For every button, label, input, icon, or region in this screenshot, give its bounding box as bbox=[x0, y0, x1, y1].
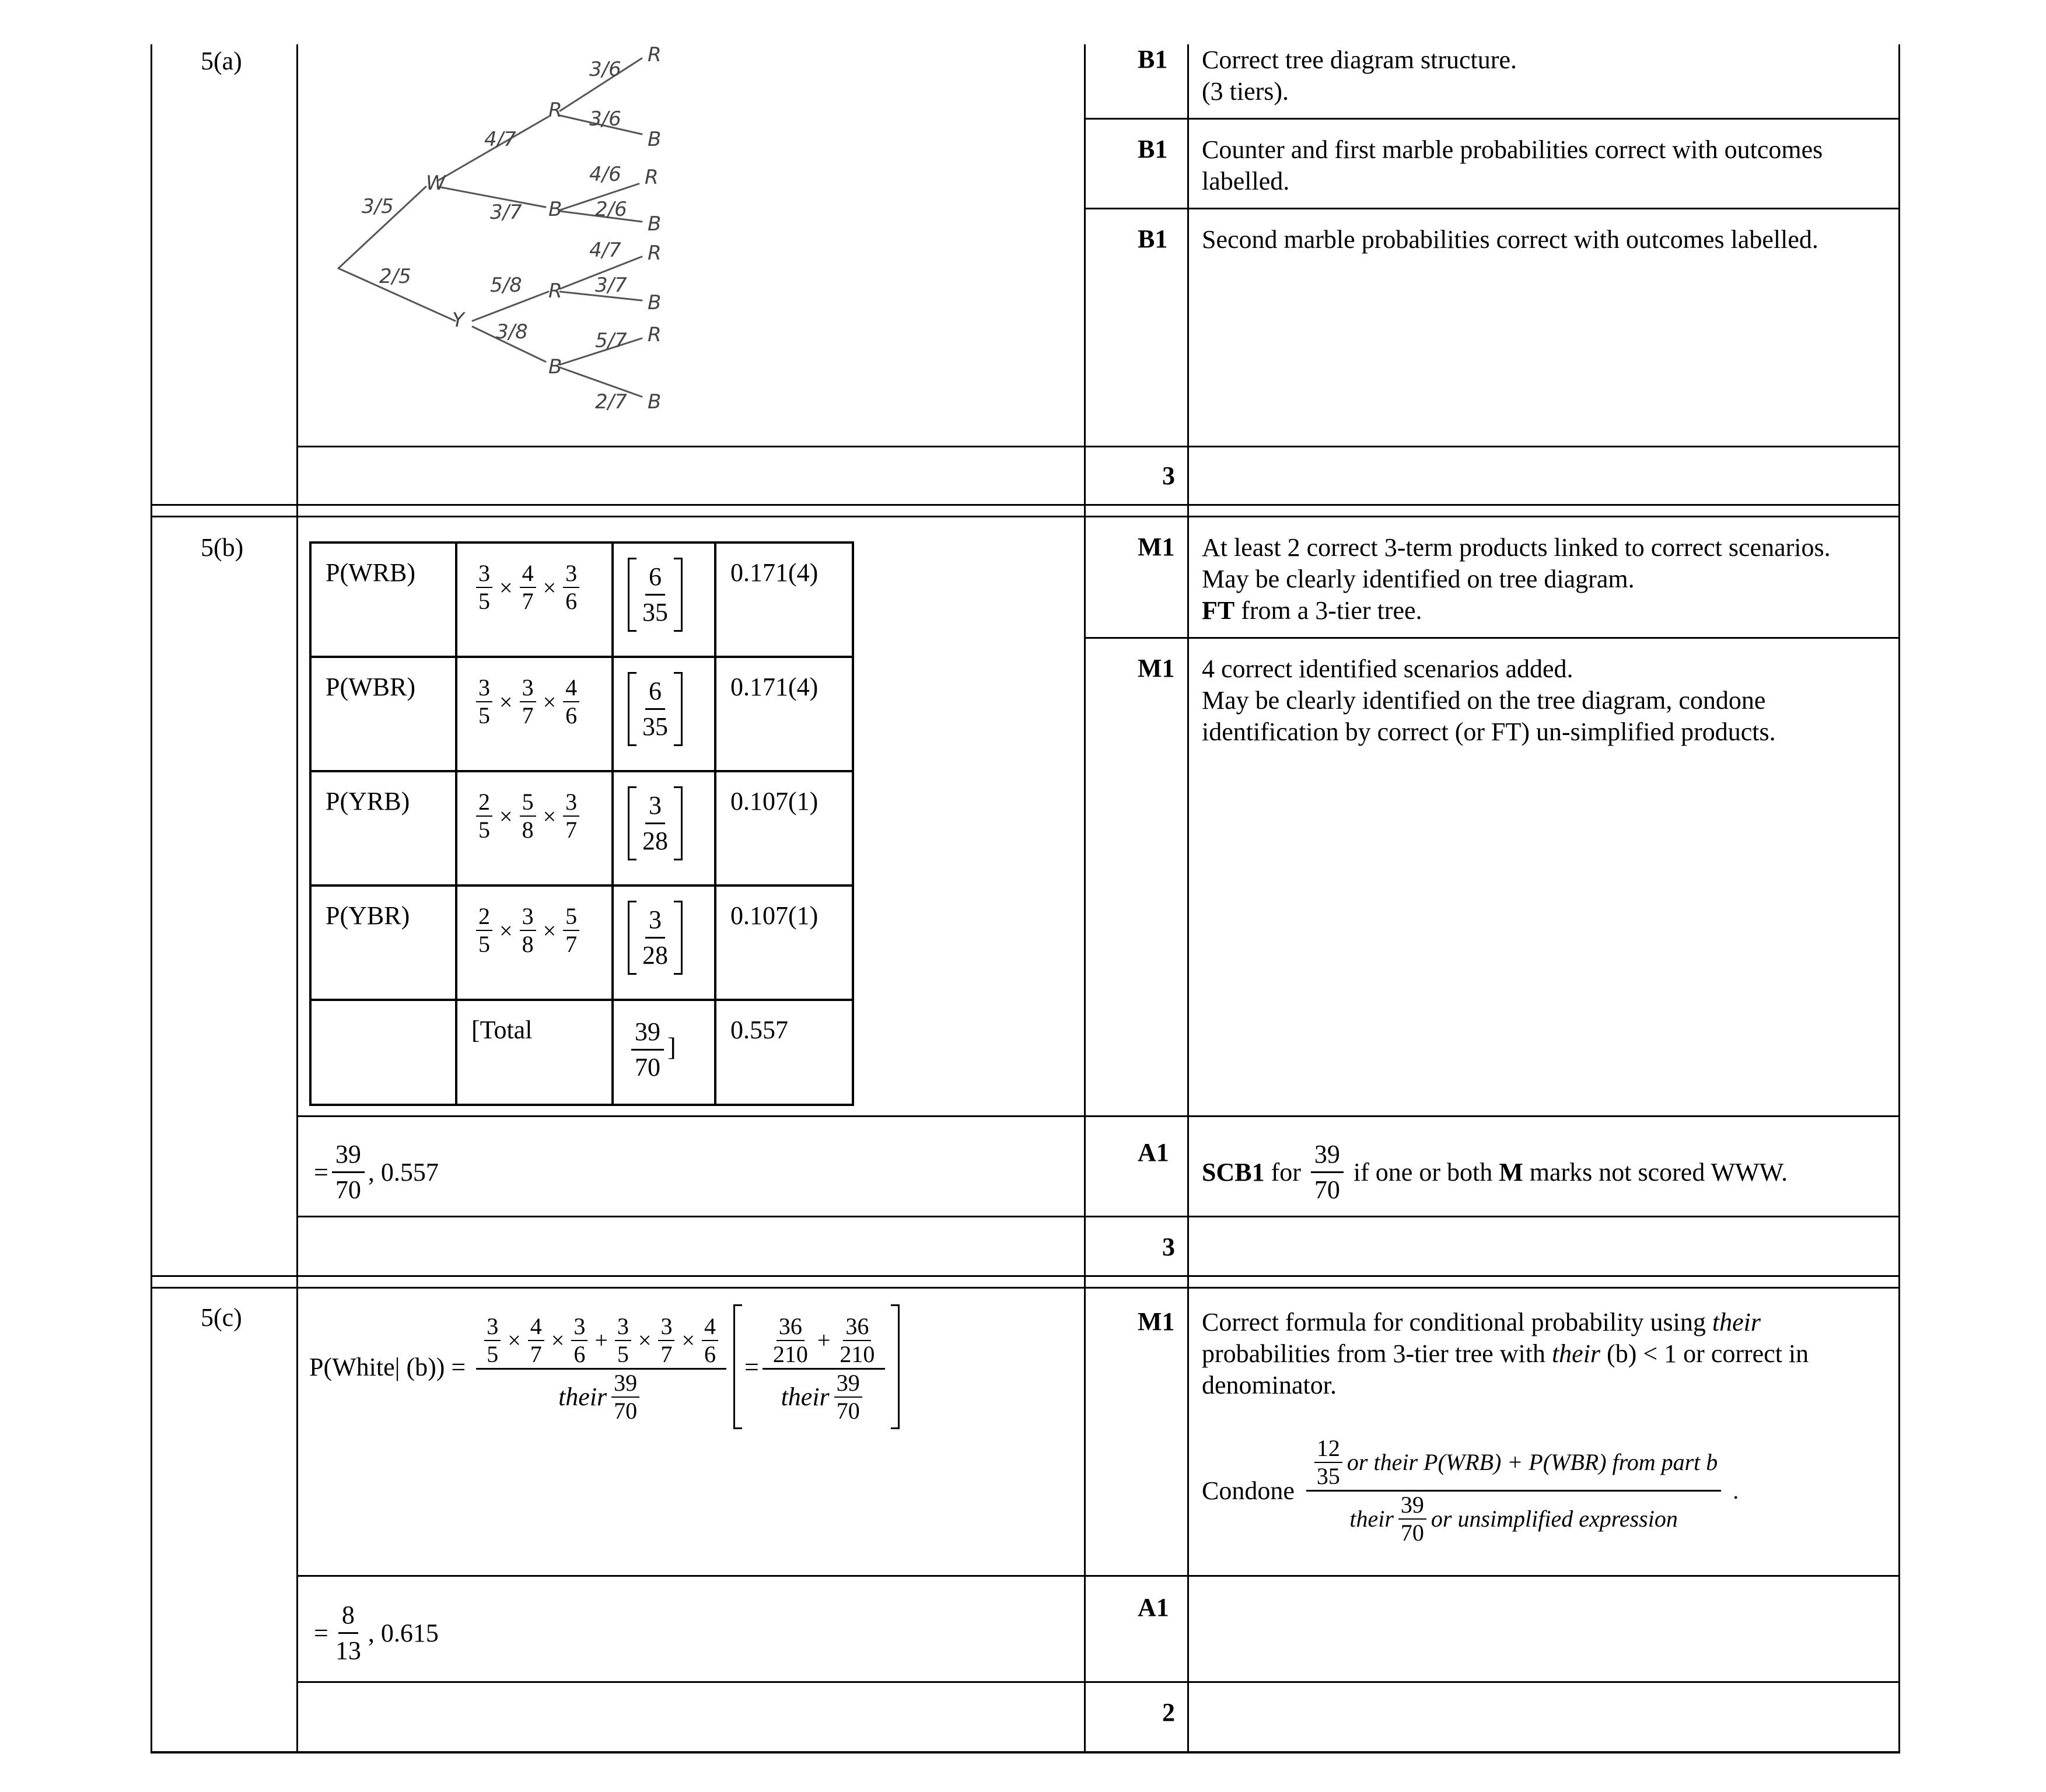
tree-diagram bbox=[315, 47, 723, 426]
total-label: [Total bbox=[456, 1000, 613, 1105]
event-cell: P(WBR) bbox=[310, 657, 456, 771]
decimal-cell: 0.171(4) bbox=[715, 657, 853, 771]
question-label-5b: 5(b) bbox=[201, 533, 244, 562]
tree-node-wr: R bbox=[548, 99, 562, 122]
tree-wr-r-prob: 3/6 bbox=[589, 58, 621, 81]
mark-code: M1 bbox=[1138, 1307, 1175, 1336]
guidance-text: Counter and first marble probabilities correct with outcomes labelled. bbox=[1202, 135, 1823, 195]
event-cell: P(YBR) bbox=[310, 886, 456, 1000]
tree-w-r-prob: 4/7 bbox=[484, 128, 516, 151]
tree-y-r-prob: 5/8 bbox=[490, 274, 522, 297]
simplified-cell: 3 28 bbox=[613, 886, 715, 1000]
mark-code: B1 bbox=[1138, 225, 1168, 253]
tree-y-b-prob: 3/8 bbox=[496, 320, 528, 344]
tree-wb-r-prob: 4/6 bbox=[589, 163, 621, 186]
tree-node-y: Y bbox=[452, 309, 464, 332]
tree-leaf: B bbox=[648, 128, 662, 151]
simplified-cell: 6 35 bbox=[613, 542, 715, 657]
guidance-text: 4 correct identified scenarios added. May be clearly identified on the tree diagram, condone identification by correct (or FT) un-simplified products. bbox=[1202, 654, 1776, 746]
answer-5b: = $\frac{39}{70}$ , 0.557 bbox=[314, 1138, 439, 1207]
question-label-5c: 5(c) bbox=[201, 1303, 242, 1332]
tree-node-yb: B bbox=[548, 355, 562, 379]
guidance-text: Correct formula for conditional probability using their probabilities from 3-tier tree with their (b) < 1 or correct in denominator. bbox=[1202, 1308, 1809, 1399]
mark-code: A1 bbox=[1138, 1593, 1169, 1622]
guidance-text: Second marble probabilities correct with outcomes labelled. bbox=[1202, 225, 1818, 254]
total-marks-5c: 2 bbox=[1162, 1698, 1175, 1727]
decimal-cell: 0.107(1) bbox=[715, 886, 853, 1000]
table-row bbox=[310, 771, 853, 886]
question-label-5a: 5(a) bbox=[201, 47, 242, 75]
product-cell: $\frac{2}{5}$ × $\frac{3}{8}$ × $\frac{5}{7}$ bbox=[456, 886, 613, 1000]
mark-code: M1 bbox=[1138, 533, 1175, 561]
guidance-text: At least 2 correct 3-term products linked to correct scenarios. May be clearly identified on tree diagram. FT from a 3-tier tree. bbox=[1202, 533, 1831, 625]
tree-w-b-prob: 3/7 bbox=[490, 201, 522, 224]
simplified-cell: 6 35 bbox=[613, 657, 715, 771]
table-row bbox=[310, 542, 853, 657]
conditional-formula: P(White| (b)) = $\frac{3}{5}$ × $\frac{4}{7}$ × $\frac{3}{6}$ + $\frac{3}{5}$ × $\frac{3}{7}$ × $\frac{4}{6}$ their 39 70 = 36 210 + $\frac{36}{210}$ their 39 70 bbox=[309, 1304, 900, 1429]
product-cell: $\frac{2}{5}$ × $\frac{5}{8}$ × $\frac{3}{7}$ bbox=[456, 771, 613, 886]
condone-expression: Condone 12 35 or their P(WRB) + P(WBR) from part b their 39 70 or unsimplified expression . bbox=[1202, 1435, 1739, 1546]
mark-code: B1 bbox=[1138, 135, 1168, 163]
tree-leaf: R bbox=[648, 323, 662, 346]
tree-root-y-prob: 2/5 bbox=[379, 265, 411, 288]
tree-yr-r-prob: 4/7 bbox=[589, 239, 621, 262]
total-marks-5b: 3 bbox=[1162, 1233, 1175, 1261]
guidance-text: Correct tree diagram structure. (3 tiers). bbox=[1202, 46, 1517, 106]
tree-root-w-prob: 3/5 bbox=[362, 195, 394, 218]
tree-node-w: W bbox=[426, 172, 446, 195]
tree-leaf: R bbox=[648, 47, 662, 66]
tree-yb-r-prob: 5/7 bbox=[595, 329, 627, 352]
table-row bbox=[310, 886, 853, 1000]
simplified-cell: 3 28 bbox=[613, 771, 715, 886]
mark-code: A1 bbox=[1138, 1138, 1169, 1167]
tree-wr-b-prob: 3/6 bbox=[589, 107, 621, 131]
answer-5c: = $\frac{8}{13}$ , 0.615 bbox=[314, 1598, 439, 1668]
scenario-table bbox=[309, 541, 854, 1106]
product-cell: $\frac{3}{5}$ × $\frac{4}{7}$ × $\frac{3}{6}$ bbox=[456, 542, 613, 657]
mark-code: M1 bbox=[1138, 654, 1175, 682]
total-marks-5a: 3 bbox=[1162, 461, 1175, 490]
tree-leaf: B bbox=[648, 291, 662, 314]
tree-yr-b-prob: 3/7 bbox=[595, 274, 627, 297]
tree-leaf: B bbox=[648, 212, 662, 236]
tree-node-yr: R bbox=[548, 279, 562, 303]
tree-leaf: B bbox=[648, 390, 662, 414]
decimal-cell: 0.171(4) bbox=[715, 542, 853, 657]
product-cell: $\frac{3}{5}$ × $\frac{3}{7}$ × $\frac{4}{6}$ bbox=[456, 657, 613, 771]
table-row bbox=[310, 657, 853, 771]
tree-leaf: R bbox=[648, 242, 662, 265]
total-decimal: 0.557 bbox=[715, 1000, 853, 1105]
mark-code: B1 bbox=[1138, 45, 1168, 74]
tree-yb-b-prob: 2/7 bbox=[595, 390, 627, 414]
table-row-total bbox=[310, 1000, 853, 1105]
event-cell: P(WRB) bbox=[310, 542, 456, 657]
tree-node-wb: B bbox=[548, 198, 562, 221]
guidance-text: SCB1 for 39 70 if one or both M marks not scored WWW. bbox=[1202, 1138, 1788, 1207]
tree-wb-b-prob: 2/6 bbox=[595, 198, 627, 221]
total-fraction: $\frac{39}{70}$ ] bbox=[613, 1000, 715, 1105]
tree-leaf: R bbox=[645, 166, 659, 189]
decimal-cell: 0.107(1) bbox=[715, 771, 853, 886]
event-cell: P(YRB) bbox=[310, 771, 456, 886]
